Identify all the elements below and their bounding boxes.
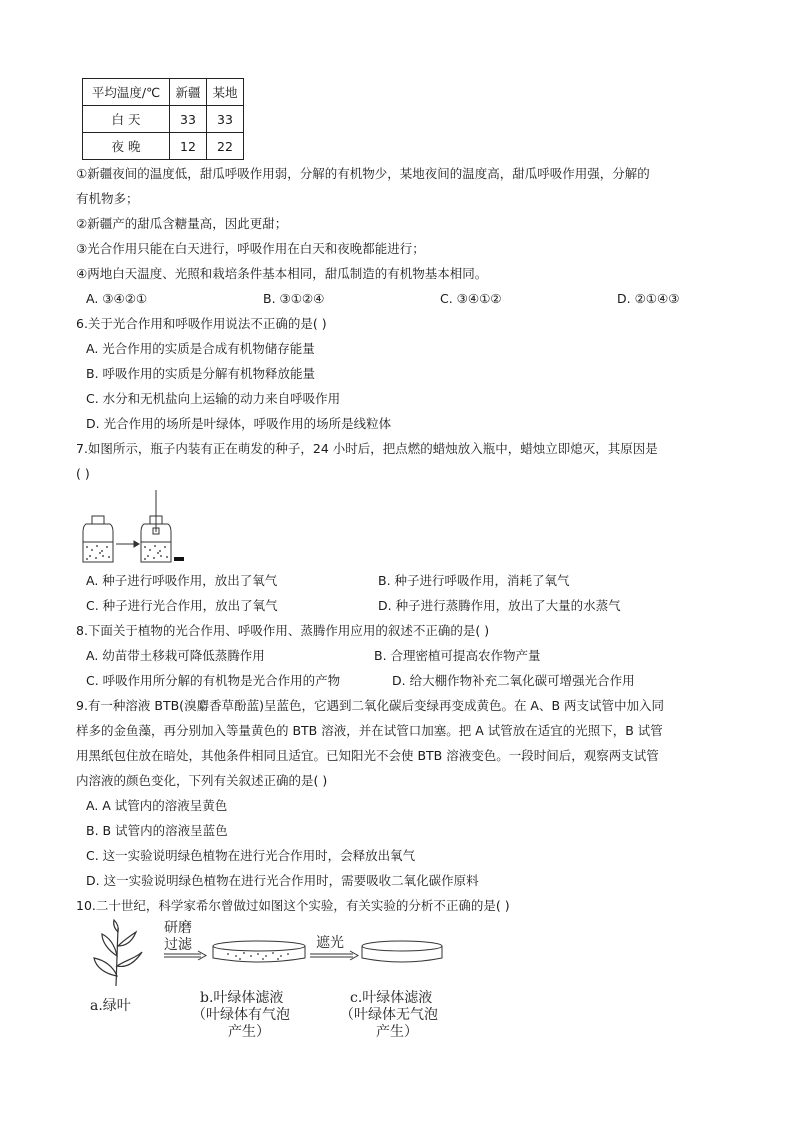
table-header-cell: 平均温度/℃ (83, 79, 170, 106)
bubbles (227, 952, 289, 960)
q9-option-b[interactable]: B. B 试管内的溶液呈蓝色 (86, 823, 228, 838)
q5-option-c[interactable]: C. ③④①② (440, 291, 502, 306)
q10-stem: 10.二十世纪，科学家希尔曾做过如图这个实验，有关实验的分析不正确的是( ) (76, 898, 510, 913)
q5-option-b[interactable]: B. ③①②④ (263, 291, 325, 306)
table-header-cell: 某地 (207, 79, 244, 106)
label-b-line-2: （叶绿体有气泡 (192, 1007, 290, 1023)
table-cell: 12 (170, 133, 207, 160)
q7-option-a[interactable]: A. 种子进行呼吸作用，放出了氧气 (86, 573, 278, 588)
bottle-1 (83, 516, 113, 562)
q9-stem-line-2: 样多的金鱼藻，再分别加入等量黄色的 BTB 溶液，并在试管口加塞。把 A 试管放在适宜的光照下，B 试管 (76, 723, 663, 738)
q8-option-c[interactable]: C. 呼吸作用所分解的有机物是光合作用的产物 (86, 673, 341, 688)
label-a: a.绿叶 (90, 998, 131, 1014)
q9-option-a[interactable]: A. A 试管内的溶液呈黄色 (86, 798, 228, 813)
q6-option-d[interactable]: D. 光合作用的场所是叶绿体，呼吸作用的场所是线粒体 (86, 416, 392, 431)
seeds-2 (144, 545, 168, 560)
q5-statement-1: ①新疆夜间的温度低，甜瓜呼吸作用弱，分解的有机物少，某地夜间的温度高，甜瓜呼吸作用强，分解的 (76, 166, 650, 181)
q8-option-b[interactable]: B. 合理密植可提高农作物产量 (374, 648, 541, 663)
seed-bottle-figure (78, 486, 198, 566)
table-header-row (83, 79, 244, 106)
label-c-line-3: 产生） (376, 1024, 418, 1040)
q9-stem-line-1: 9.有一种溶液 BTB(溴麝香草酚蓝)呈蓝色，它遇到二氧化碳后变绿再变成黄色。在 A、B 两支试管中加入同 (76, 698, 665, 713)
q9-stem-line-4: 内溶液的颜色变化，下列有关叙述正确的是( ) (76, 773, 328, 788)
table-cell: 33 (207, 106, 244, 133)
q5-statement-3: ③光合作用只能在白天进行，呼吸作用在白天和夜晚都能进行； (76, 241, 425, 256)
arrow1-top-label: 研磨 (164, 920, 192, 936)
q6-stem: 6.关于光合作用和呼吸作用说法不正确的是( ) (76, 316, 327, 331)
green-leaf-plant-icon (94, 920, 142, 986)
q5-option-d[interactable]: D. ②①④③ (617, 291, 680, 306)
table-header-cell: 新疆 (170, 79, 207, 106)
q6-option-a[interactable]: A. 光合作用的实质是合成有机物储存能量 (86, 341, 315, 356)
arrow-right-icon (310, 951, 358, 960)
table-cell: 33 (170, 106, 207, 133)
q5-option-a[interactable]: A. ③④②① (86, 291, 148, 306)
label-b-line-3: 产生） (228, 1024, 270, 1040)
q7-stem-paren: ( ) (76, 466, 90, 481)
q9-option-c[interactable]: C. 这一实验说明绿色植物在进行光合作用时，会释放出氧气 (86, 848, 416, 863)
petri-dish-c (362, 941, 442, 962)
table-row (83, 106, 244, 133)
q9-option-d[interactable]: D. 这一实验说明绿色植物在进行光合作用时，需要吸收二氧化碳作原料 (86, 873, 479, 888)
bottle-2 (141, 490, 171, 562)
seeds-1 (86, 545, 110, 560)
q9-stem-line-3: 用黑纸包住放在暗处，其他条件相同且适宜。已知阳光不会使 BTB 溶液变色。一段时间后，观察两支试管 (76, 748, 659, 763)
q7-option-d[interactable]: D. 种子进行蒸腾作用，放出了大量的水蒸气 (378, 598, 621, 613)
q6-option-b[interactable]: B. 呼吸作用的实质是分解有机物释放能量 (86, 366, 316, 381)
arrow1-bottom-label: 过滤 (164, 937, 192, 953)
table-cell: 白 天 (83, 106, 170, 133)
table-cell: 22 (207, 133, 244, 160)
arrow2-top-label: 遮光 (316, 935, 344, 951)
q5-statement-4: ④两地白天温度、光照和栽培条件基本相同，甜瓜制造的有机物基本相同。 (76, 266, 488, 281)
table-cell: 夜 晚 (83, 133, 170, 160)
q7-stem: 7.如图所示，瓶子内装有正在萌发的种子，24 小时后，把点燃的蜡烛放入瓶中，蜡烛立即熄灭，其原因是 (76, 441, 658, 456)
q5-statement-2: ②新疆产的甜瓜含糖量高，因此更甜； (76, 216, 288, 231)
label-c-line-2: （叶绿体无气泡 (340, 1007, 438, 1023)
petri-dish-b (213, 941, 305, 962)
q7-option-b[interactable]: B. 种子进行呼吸作用，消耗了氧气 (378, 573, 570, 588)
black-block (174, 557, 184, 561)
q8-option-a[interactable]: A. 幼苗带土移栽可降低蒸腾作用 (86, 648, 265, 663)
hill-experiment-figure (88, 918, 468, 1048)
q6-option-c[interactable]: C. 水分和无机盐向上运输的动力来自呼吸作用 (86, 391, 341, 406)
arrow-right-icon (116, 541, 139, 547)
q5-statement-1-cont: 有机物多； (76, 191, 139, 206)
q8-stem: 8.下面关于植物的光合作用、呼吸作用、蒸腾作用应用的叙述不正确的是( ) (76, 623, 490, 638)
label-c-line-1: c.叶绿体滤液 (350, 990, 433, 1006)
label-b-line-1: b.叶绿体滤液 (200, 990, 284, 1006)
table-row (83, 133, 244, 160)
q7-option-c[interactable]: C. 种子进行光合作用，放出了氧气 (86, 598, 278, 613)
temperature-table (82, 78, 244, 160)
q8-option-d[interactable]: D. 给大棚作物补充二氧化碳可增强光合作用 (392, 673, 635, 688)
